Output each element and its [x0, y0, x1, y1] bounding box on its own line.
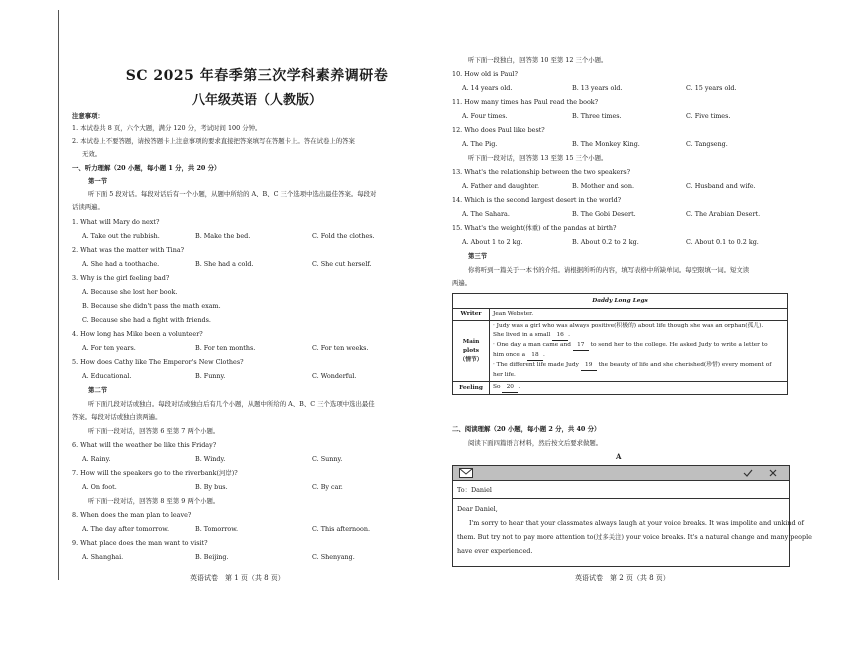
writer-value: Jean Webster. — [490, 309, 788, 321]
email-line-1: I'm sorry to hear that your classmates always laugh at your voice breaks. It was impolite and unkind of — [469, 519, 804, 527]
plot-line-1b — [493, 331, 784, 341]
part-2-instruction-d: 听下面一段对话，回答第 13 至第 15 三个小题。 — [468, 154, 608, 162]
plot1b-pre: She lived in a small — [493, 332, 551, 338]
notice-2: 2. 本试卷上不要答题，请按答题卡上注意事项的要求直接把答案填写在答题卡上。答在试卷上的答案 — [72, 137, 355, 145]
exam-subtitle: 八年级英语（人教版） — [191, 93, 322, 108]
notice-2b: 无效。 — [82, 150, 102, 158]
part-2-desc-2: 答案。每段对话或独白读两遍。 — [72, 413, 162, 421]
option-14c: C. The Arabian Desert. — [686, 210, 761, 218]
option-2b: B. She had a cold. — [195, 260, 254, 268]
check-icon — [743, 469, 753, 477]
question-8: 8. When does the man plan to leave? — [72, 511, 192, 519]
question-15: 15. What's the weight(体重) of the pandas at birth? — [452, 224, 617, 232]
part-3-desc-2: 两遍。 — [452, 279, 472, 287]
option-1a: A. Take out the rubbish. — [82, 232, 160, 240]
option-4c: C. For ten weeks. — [312, 344, 369, 352]
email-to: To：Daniel — [457, 486, 492, 494]
part-2-instruction-c: 听下面一段独白，回答第 10 至第 12 三个小题。 — [468, 56, 608, 64]
row-label-plots — [453, 321, 490, 382]
option-4a: A. For ten years. — [82, 344, 136, 352]
plot2b-pre: him once a — [493, 352, 526, 358]
question-13: 13. What's the relationship between the two speakers? — [452, 168, 631, 176]
part-3-desc: 你将听到一篇关于一本书的介绍。请根据所听的内容，填写表格中所缺单词。每空限填一词。短文读 — [468, 266, 750, 274]
option-13c: C. Husband and wife. — [686, 182, 756, 190]
option-5b: B. Funny. — [195, 372, 226, 380]
question-4: 4. How long has Mike been a volunteer? — [72, 330, 203, 338]
binding-line — [58, 10, 59, 580]
question-3: 3. Why is the girl feeling bad? — [72, 274, 170, 282]
question-6: 6. What will the weather be like this Friday? — [72, 441, 217, 449]
plot3-pre: · The different life made Judy — [493, 362, 579, 368]
option-11c: C. Five times. — [686, 112, 731, 120]
option-7a: A. On foot. — [82, 483, 117, 491]
option-15a: A. About 1 to 2 kg. — [462, 238, 523, 246]
plots-cell — [490, 321, 788, 382]
plot3-post: the beauty of life and she cherished(珍惜) every moment of — [598, 362, 772, 368]
email-greeting: Dear Daniel, — [457, 505, 498, 513]
option-13b: B. Mother and son. — [572, 182, 635, 190]
option-10c: C. 15 years old. — [686, 84, 737, 92]
plot2b-post: . — [542, 352, 545, 358]
table-title: Daddy Long Legs — [453, 294, 788, 309]
email-toolbar — [453, 466, 789, 481]
question-7: 7. How will the speakers go to the riverbank(河岸)? — [72, 469, 238, 477]
part-1-heading: 第一节 — [88, 177, 108, 185]
option-12a: A. The Pig. — [462, 140, 498, 148]
plot-line-1: · Judy was a girl who was always positive(积极的) about life though she was an orphan(孤儿). — [493, 323, 764, 329]
option-7c: C. By car. — [312, 483, 343, 491]
plot2-post: to send her to the college. He asked Judy to write a letter to — [590, 342, 768, 348]
feeling-pre: So — [493, 384, 501, 390]
question-5: 5. How does Cathy like The Emperor's New Clothes? — [72, 358, 244, 366]
part-1-desc-2: 话读两遍。 — [72, 203, 104, 211]
email-line-3: have ever experienced. — [457, 547, 533, 555]
option-1c: C. Fold the clothes. — [312, 232, 375, 240]
option-5a: A. Educational. — [82, 372, 132, 380]
blank-16: 16 — [552, 331, 568, 341]
option-4b: B. For ten months. — [195, 344, 256, 352]
notice-1: 1. 本试卷共 8 页，六个大题，满分 120 分，考试时间 100 分钟。 — [72, 124, 262, 132]
option-6c: C. Sunny. — [312, 455, 343, 463]
option-8a: A. The day after tomorrow. — [82, 525, 170, 533]
section-1-heading: 一、听力理解（20 小题，每小题 1 分，共 20 分） — [72, 164, 221, 172]
blank-19: 19 — [581, 361, 597, 371]
feeling-post: . — [518, 384, 521, 390]
option-12b: B. The Monkey King. — [572, 140, 640, 148]
option-7b: B. By bus. — [195, 483, 228, 491]
feeling-cell — [490, 382, 788, 395]
passage-a-label: A — [616, 452, 622, 461]
page-2-footer: 英语试卷 第 2 页（共 8 页） — [575, 574, 670, 582]
part-2-heading: 第二节 — [88, 386, 108, 394]
plots-label-cn: （情节） — [459, 356, 483, 363]
option-15b: B. About 0.2 to 2 kg. — [572, 238, 639, 246]
option-12c: C. Tangseng. — [686, 140, 728, 148]
option-9a: A. Shanghai. — [82, 553, 124, 561]
option-1b: B. Make the bed. — [195, 232, 251, 240]
option-2c: C. She cut herself. — [312, 260, 372, 268]
plot-line-2 — [493, 341, 784, 351]
plot-line-2b — [493, 351, 784, 361]
plot-line-3b: her life. — [493, 372, 516, 378]
notice-heading: 注意事项： — [72, 112, 104, 120]
page-1-footer: 英语试卷 第 1 页（共 8 页） — [190, 574, 285, 582]
option-3a: A. Because she lost her book. — [82, 288, 178, 296]
section-2-heading: 二、阅读理解（20 小题，每小题 2 分，共 40 分） — [452, 425, 601, 433]
question-2: 2. What was the matter with Tina? — [72, 246, 185, 254]
question-14: 14. Which is the second largest desert in the world? — [452, 196, 622, 204]
option-8b: B. Tomorrow. — [195, 525, 238, 533]
option-5c: C. Wonderful. — [312, 372, 357, 380]
blank-18: 18 — [527, 351, 543, 361]
close-icon — [769, 469, 777, 477]
email-divider — [453, 498, 789, 499]
question-12: 12. Who does Paul like best? — [452, 126, 545, 134]
plot2-pre: · One day a man came and — [493, 342, 571, 348]
row-label-writer: Writer — [453, 309, 490, 321]
option-11a: A. Four times. — [462, 112, 508, 120]
option-3b: B. Because she didn't pass the math exam. — [82, 302, 221, 310]
option-6b: B. Windy. — [195, 455, 226, 463]
question-9: 9. What place does the man want to visit? — [72, 539, 208, 547]
part-2-desc: 听下面几段对话或独白。每段对话或独白后有几个小题，从题中所给的 A、B、C 三个选项中选出最佳 — [88, 400, 375, 408]
question-10: 10. How old is Paul? — [452, 70, 518, 78]
option-15c: C. About 0.1 to 0.2 kg. — [686, 238, 759, 246]
plots-label: Main plots — [462, 338, 480, 354]
option-9c: C. Shenyang. — [312, 553, 355, 561]
email-line-2: them. But try not to pay more attention to(过多关注) your voice breaks. It's a natural change and many people — [457, 533, 812, 541]
section-2-desc: 阅读下面四篇语言材料，然后按文后要求做题。 — [468, 439, 603, 447]
option-6a: A. Rainy. — [82, 455, 111, 463]
option-3c: C. Because she had a fight with friends. — [82, 316, 211, 324]
book-info-table — [452, 293, 788, 395]
envelope-icon — [459, 468, 473, 478]
plot-line-3 — [493, 361, 784, 371]
option-10b: B. 13 years old. — [572, 84, 623, 92]
part-2-instruction-b: 听下面一段对话，回答第 8 至第 9 两个小题。 — [88, 497, 220, 505]
option-14a: A. The Sahara. — [462, 210, 510, 218]
option-8c: C. This afternoon. — [312, 525, 370, 533]
option-13a: A. Father and daughter. — [462, 182, 540, 190]
option-11b: B. Three times. — [572, 112, 622, 120]
option-10a: A. 14 years old. — [462, 84, 513, 92]
part-3-heading: 第三节 — [468, 252, 488, 260]
option-9b: B. Beijing. — [195, 553, 229, 561]
question-11: 11. How many times has Paul read the book? — [452, 98, 599, 106]
blank-17: 17 — [573, 341, 589, 351]
blank-20: 20 — [502, 383, 518, 393]
question-1: 1. What will Mary do next? — [72, 218, 160, 226]
row-label-feeling: Feeling — [453, 382, 490, 395]
exam-title: SC 2025 年春季第三次学科素养调研卷 — [125, 68, 389, 84]
option-2a: A. She had a toothache. — [82, 260, 160, 268]
email-box — [452, 465, 812, 567]
part-1-desc: 听下面 5 段对话。每段对话后有一个小题，从题中所给的 A、B、C 三个选项中选出最佳答案。每段对 — [88, 190, 377, 198]
plot1b-post: . — [568, 332, 570, 338]
option-14b: B. The Gobi Desert. — [572, 210, 636, 218]
part-2-instruction-a: 听下面一段对话，回答第 6 至第 7 两个小题。 — [88, 427, 220, 435]
